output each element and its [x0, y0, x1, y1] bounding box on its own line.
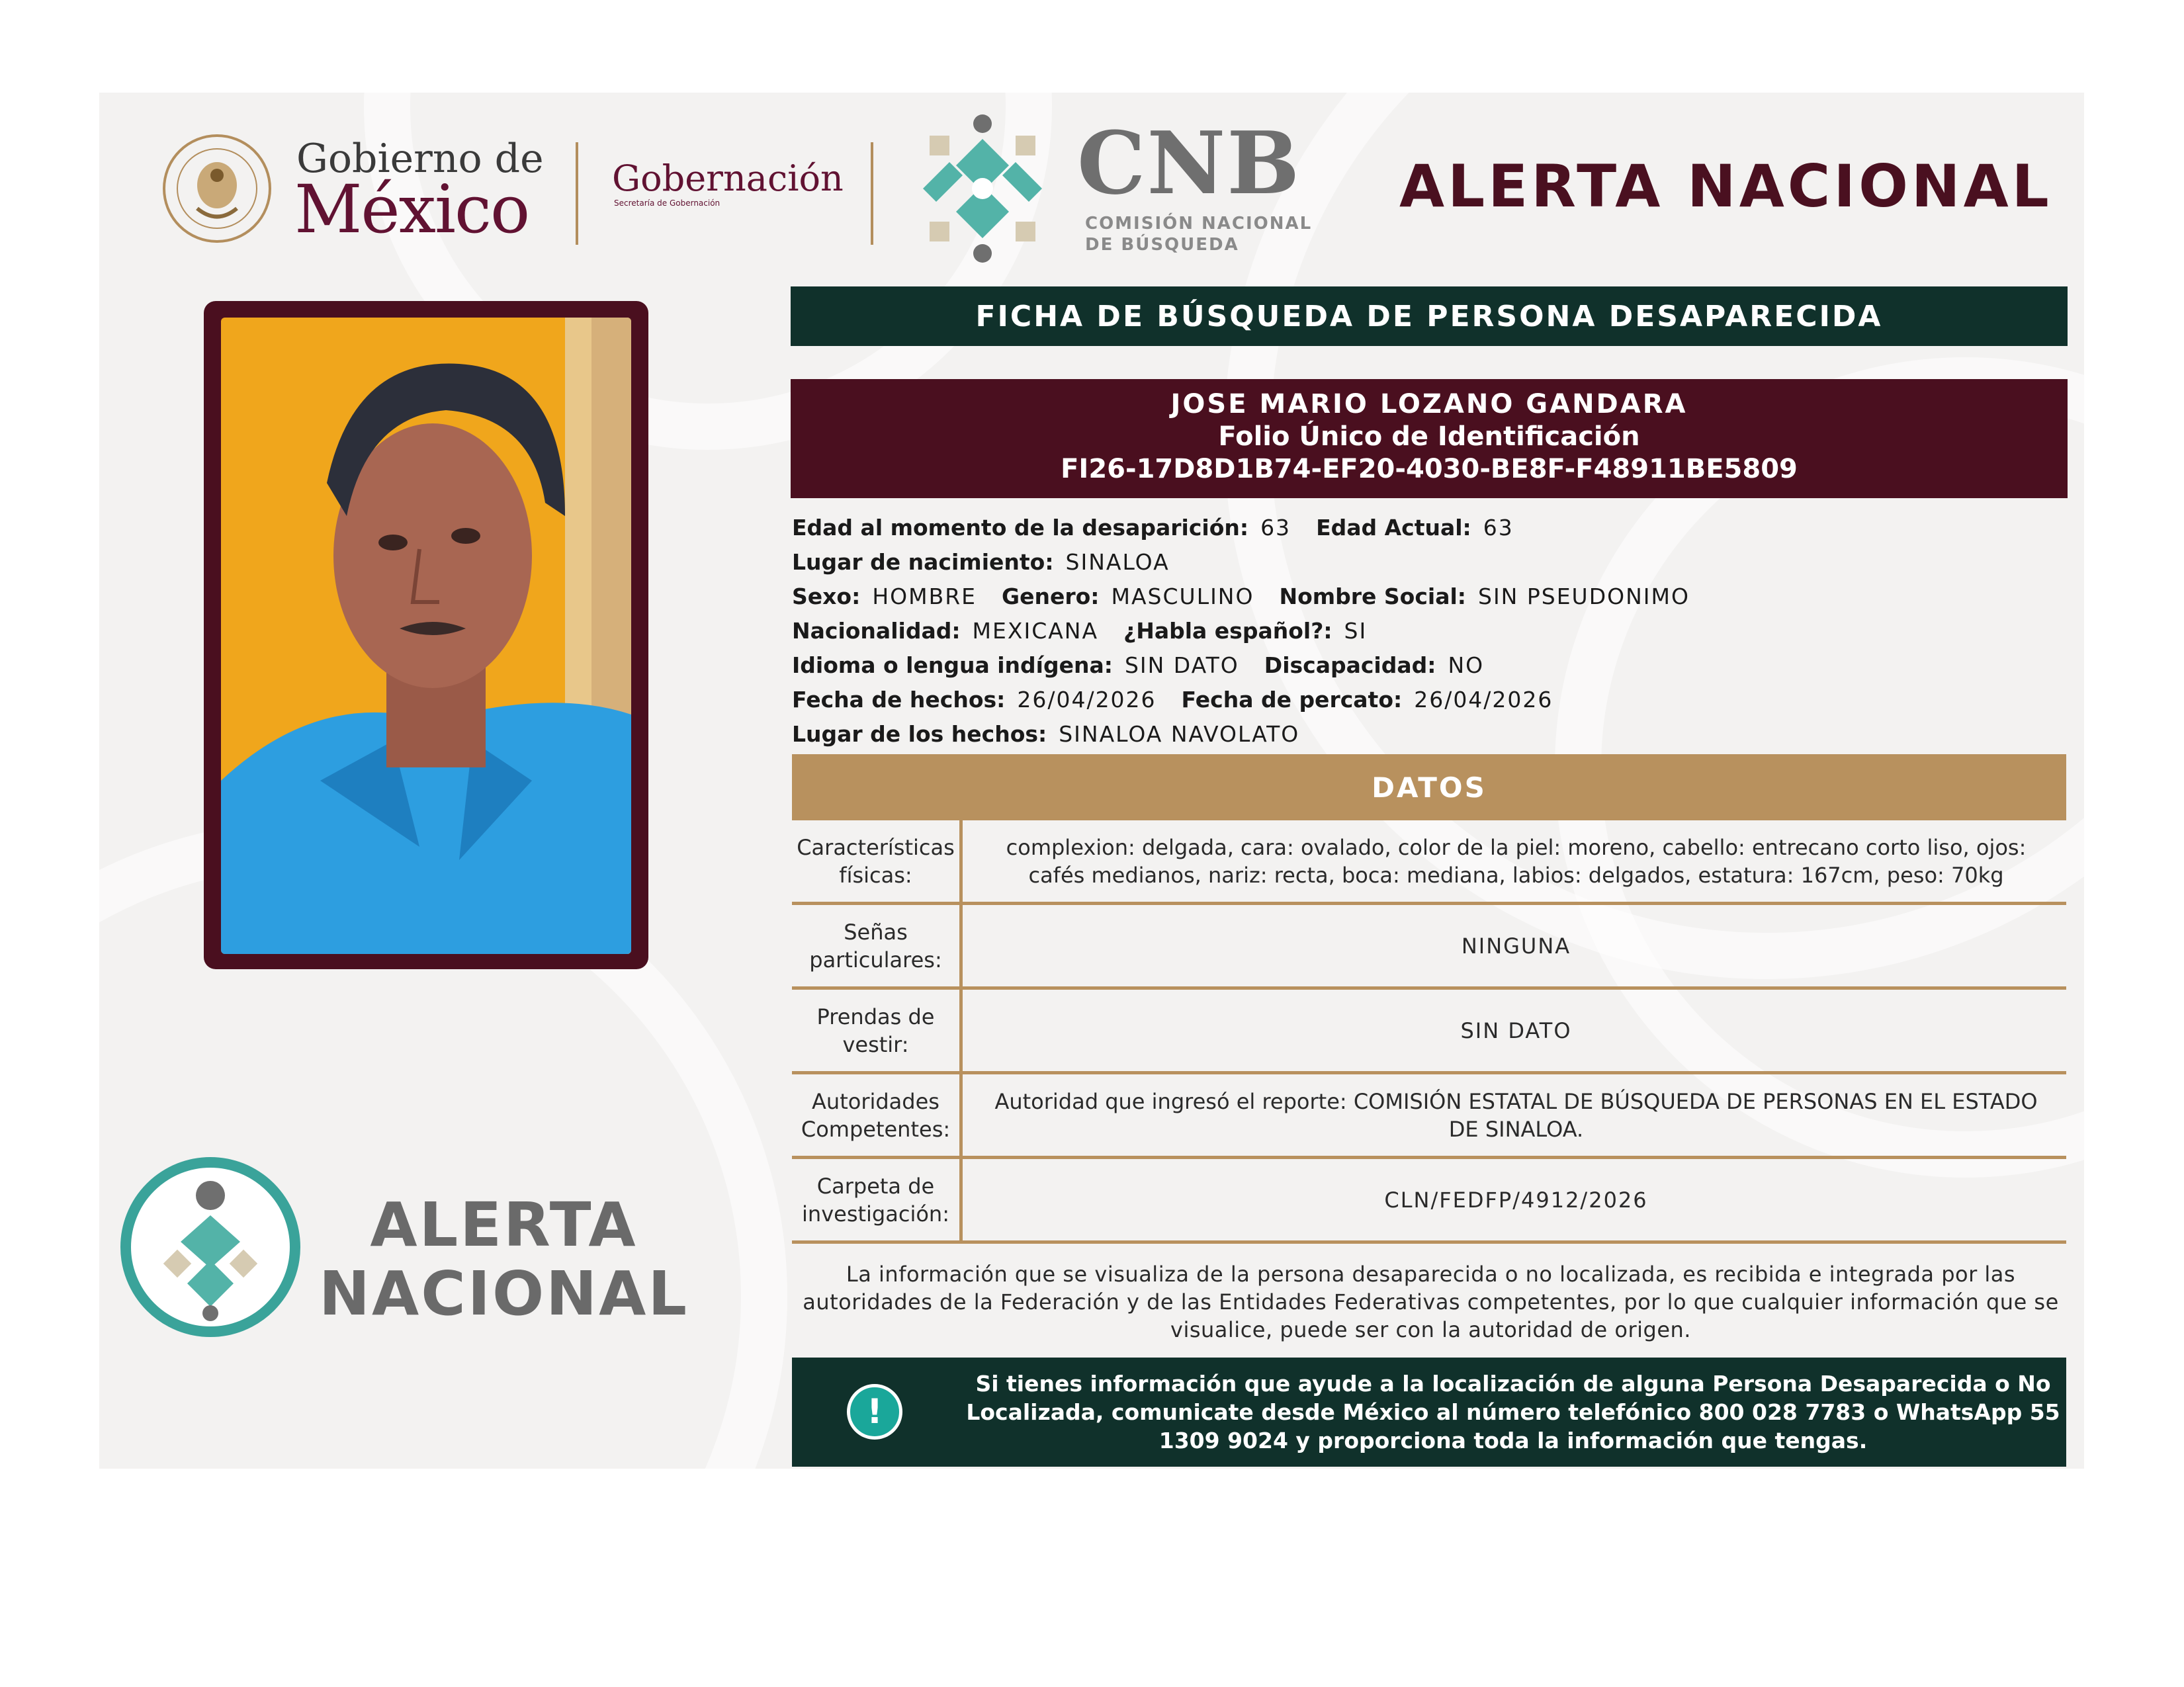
fecha-hechos-label: Fecha de hechos: — [792, 687, 1006, 713]
alerta-logo-line2: NACIONAL — [319, 1258, 689, 1329]
autoridades-value: Autoridad que ingresó el reporte: COMISIÓN ESTATAL DE BÚSQUEDA DE PERSONAS EN EL ESTADO DE SINALOA. — [994, 1088, 2038, 1142]
person-photo-image — [221, 318, 631, 954]
sexo-label: Sexo: — [792, 584, 861, 609]
row-label-line1: Señas — [844, 919, 908, 945]
nacionalidad-label: Nacionalidad: — [792, 618, 961, 644]
sexo-value: HOMBRE — [872, 584, 977, 609]
row-label-line2: físicas: — [839, 862, 912, 888]
row-label — [792, 820, 963, 902]
lugar-hechos-label: Lugar de los hechos: — [792, 721, 1047, 747]
edad-desaparicion-label: Edad al momento de la desaparición: — [792, 515, 1249, 541]
exclamation-icon: ! — [847, 1384, 902, 1440]
page-title: ALERTA NACIONAL — [1399, 152, 2052, 220]
idioma-value: SIN DATO — [1124, 652, 1239, 678]
person-header — [791, 379, 2068, 498]
fecha-percato-value: 26/04/2026 — [1414, 687, 1553, 713]
person-name: JOSE MARIO LOZANO GANDARA — [1170, 389, 1688, 419]
table-row — [792, 990, 2066, 1074]
lugar-nacimiento-value: SINALOA — [1065, 549, 1170, 575]
alerta-logo-line1: ALERTA — [370, 1190, 638, 1260]
fecha-hechos-value: 26/04/2026 — [1017, 687, 1157, 713]
folio-value: FI26-17D8D1B74-EF20-4030-BE8F-F48911BE5809 — [1061, 454, 1798, 484]
discapacidad-value: NO — [1448, 652, 1485, 678]
idioma-label: Idioma o lengua indígena: — [792, 652, 1113, 678]
info-line-idioma — [792, 652, 1509, 678]
divider — [576, 142, 578, 245]
gobierno-line2: México — [294, 171, 529, 248]
genero-label: Genero: — [1002, 584, 1100, 609]
info-line-nacionalidad — [792, 618, 1392, 644]
edad-actual-label: Edad Actual: — [1316, 515, 1471, 541]
carpeta-value: CLN/FEDFP/4912/2026 — [1384, 1187, 1648, 1213]
table-row — [792, 1074, 2066, 1159]
row-label-line2: particulares: — [809, 947, 942, 973]
row-label-line2: vestir: — [842, 1031, 909, 1057]
cnb-subtitle — [1085, 213, 1312, 255]
row-label — [792, 905, 963, 986]
prendas-value: SIN DATO — [1460, 1017, 1572, 1043]
nombre-social-label: Nombre Social: — [1279, 584, 1466, 609]
row-label-line2: Competentes: — [801, 1116, 951, 1142]
row-label-line1: Prendas de — [816, 1004, 935, 1029]
disclaimer-text: La información que se visualiza de la persona desaparecida o no localizada, es recibida e integrada por las autoridades de la Federación y de las Entidades Federativas competentes, por lo que cualquier información que se visualice, puede ser con la autoridad de origen. — [803, 1262, 2059, 1342]
row-label — [792, 990, 963, 1071]
alerta-nacional-logo-text — [319, 1191, 689, 1328]
habla-label: ¿Habla español?: — [1123, 618, 1332, 644]
contact-message: Si tienes información que ayude a la localización de alguna Persona Desaparecida o No Localizada, comunicate desde México al número telefónico 800 028 7783 o WhatsApp 55 1309 9024 y proporciona toda la información que tengas. — [966, 1371, 2060, 1453]
person-photo — [221, 318, 631, 954]
contact-banner — [792, 1358, 2066, 1467]
cnb-subtitle-line2: DE BÚSQUEDA — [1085, 235, 1239, 255]
cnb-logo-text: CNB — [1077, 112, 1301, 214]
senas-value: NINGUNA — [1461, 933, 1571, 959]
row-label-line2: investigación: — [802, 1201, 949, 1227]
info-line-nacimiento — [792, 549, 1195, 575]
lugar-hechos-value: SINALOA NAVOLATO — [1059, 721, 1300, 747]
info-line-edad — [792, 515, 1539, 541]
row-label-line1: Características — [797, 834, 955, 860]
row-label-line1: Autoridades — [812, 1088, 939, 1114]
ficha-title-bar: FICHA DE BÚSQUEDA DE PERSONA DESAPARECIDA — [791, 286, 2068, 346]
table-row — [792, 1159, 2066, 1244]
table-row — [792, 820, 2066, 905]
info-line-sexo — [792, 584, 1715, 609]
nacionalidad-value: MEXICANA — [972, 618, 1099, 644]
folio-label: Folio Único de Identificación — [1218, 421, 1640, 452]
cnb-logo-icon — [903, 109, 1062, 268]
alerta-nacional-logo-icon — [118, 1154, 303, 1340]
nombre-social-value: SIN PSEUDONIMO — [1478, 584, 1690, 609]
gobernacion-subtitle: Secretaría de Gobernación — [614, 198, 721, 208]
fecha-percato-label: Fecha de percato: — [1181, 687, 1403, 713]
row-label — [792, 1074, 963, 1156]
gobernacion-logo-text: Gobernación — [612, 157, 844, 199]
lugar-nacimiento-label: Lugar de nacimiento: — [792, 549, 1054, 575]
habla-value: SI — [1344, 618, 1368, 644]
table-row — [792, 905, 2066, 990]
discapacidad-label: Discapacidad: — [1264, 652, 1436, 678]
gobierno-line1: Gobierno de — [296, 136, 544, 182]
edad-actual-value: 63 — [1483, 515, 1514, 541]
caracteristicas-value: complexion: delgada, cara: ovalado, color de la piel: moreno, cabello: entrecano corto liso, ojos: cafés medianos, nariz: recta, boca: mediana, labios: delgados, estatura: 167cm, peso: 70kg — [1006, 834, 2027, 888]
info-line-lugar-hechos — [792, 721, 1325, 747]
cnb-subtitle-line1: COMISIÓN NACIONAL — [1085, 214, 1313, 234]
mexico-seal-icon — [161, 132, 273, 245]
row-label — [792, 1159, 963, 1240]
info-line-fechas — [792, 687, 1578, 713]
divider — [871, 142, 873, 245]
genero-value: MASCULINO — [1111, 584, 1254, 609]
edad-desaparicion-value: 63 — [1260, 515, 1291, 541]
row-label-line1: Carpeta de — [816, 1173, 935, 1199]
datos-header: DATOS — [792, 754, 2066, 820]
